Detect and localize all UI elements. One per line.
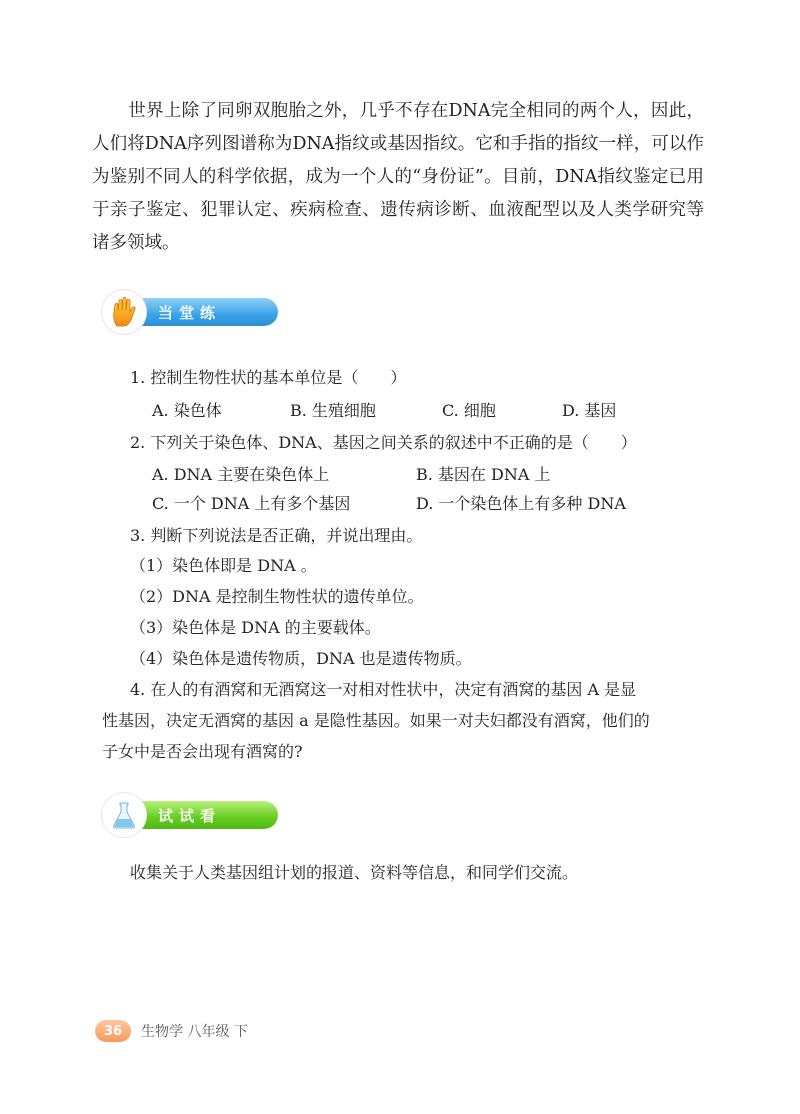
try-section-badge [102,795,282,835]
question-4-line-2: 性基因，决定无酒窝的基因 a 是隐性基因。如果一对夫妇都没有酒窝，他们的 [102,711,650,730]
question-4-line-3: 子女中是否会出现有酒窝的? [102,742,303,761]
question-3-stem: 3. 判断下列说法是否正确，并说出理由。 [130,526,423,545]
flask-icon [102,793,146,837]
book-title: 生物学 八年级 下 [141,1024,248,1040]
question-3-item-1: （1）染色体即是 DNA 。 [130,556,317,575]
question-2-option-b: B. 基因在 DNA 上 [416,465,551,484]
question-1-option-d: D. 基因 [562,401,617,420]
question-3-item-3: （3）染色体是 DNA 的主要载体。 [130,618,381,637]
page-footer [95,1020,248,1042]
question-4-line-1: 4. 在人的有酒窝和无酒窝这一对相对性状中，决定有酒窝的基因 A 是显 [130,680,637,699]
question-1-option-c: C. 细胞 [442,401,496,420]
question-2-option-a: A. DNA 主要在染色体上 [152,465,330,484]
question-2-option-d: D. 一个染色体上有多种 DNA [416,494,626,513]
intro-paragraph [92,95,704,260]
practice-label: 当堂练 [158,303,222,322]
practice-section-badge [102,292,282,332]
question-2-option-c: C. 一个 DNA 上有多个基因 [152,494,351,513]
intro-text: 世界上除了同卵双胞胎之外，几乎不存在DNA完全相同的两个人，因此，人们将DNA序列图谱称为DNA指纹或基因指纹。它和手指的指纹一样，可以作为鉴别不同人的科学依据，成为一个人的“身份证”。目前，DNA指纹鉴定已用于亲子鉴定、犯罪认定、疾病检查、遗传病诊断、血液配型以及人类学研究等诸多领域。 [92,101,704,253]
question-1-stem: 1. 控制生物性状的基本单位是（ ） [130,368,407,387]
try-label: 试试看 [158,806,222,825]
hand-icon [102,290,146,334]
question-1-option-b: B. 生殖细胞 [290,401,376,420]
try-instruction: 收集关于人类基因组计划的报道、资料等信息，和同学们交流。 [130,863,579,882]
question-1-option-a: A. 染色体 [152,401,222,420]
page-number: 36 [95,1020,131,1042]
question-3-item-4: （4）染色体是遗传物质，DNA 也是遗传物质。 [130,649,472,668]
question-3-item-2: （2）DNA 是控制生物性状的遗传单位。 [130,587,424,606]
question-2-stem: 2. 下列关于染色体、DNA、基因之间关系的叙述中不正确的是（ ） [130,433,637,452]
